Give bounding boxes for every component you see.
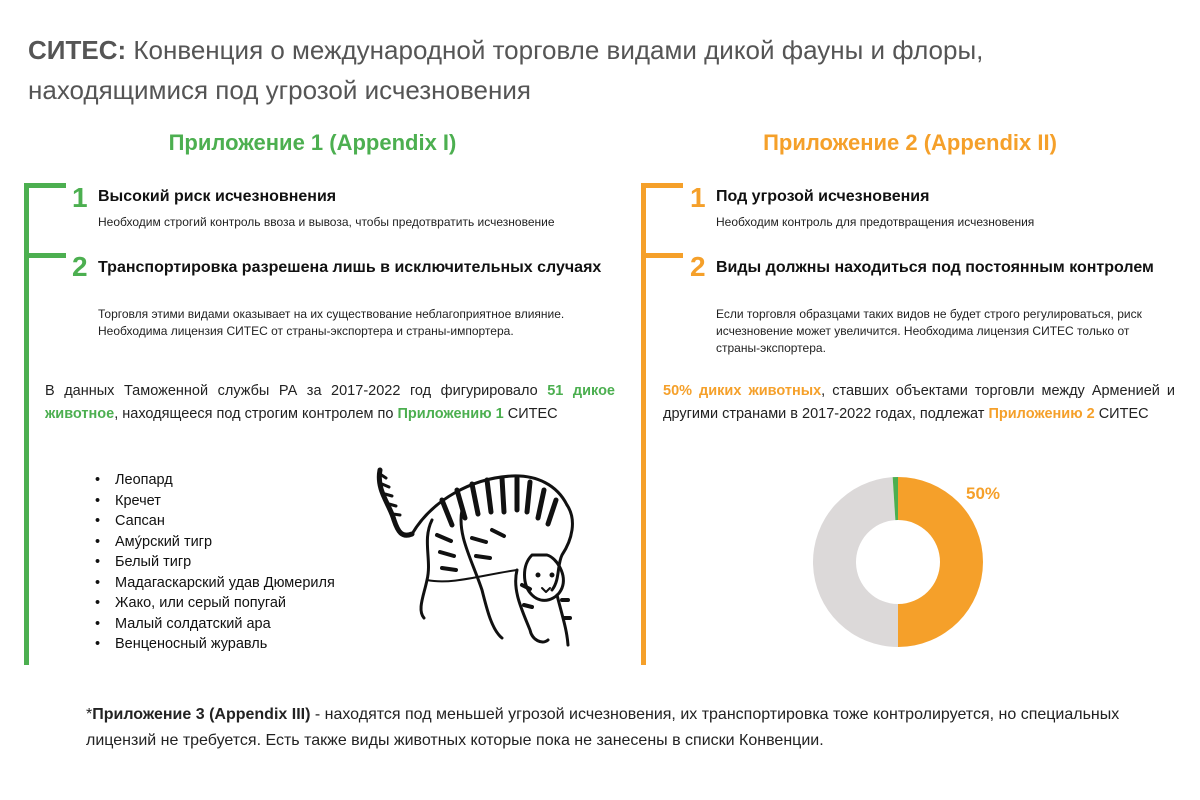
appendix2-item2-desc: Если торговля образцами таких видов не будет строго регулироваться, риск исчезновение может увеличится. Необходима лицензия СИТЕС только от страны-экспортера. bbox=[716, 307, 1142, 355]
species-item: • Жако, или серый попугай bbox=[95, 593, 335, 614]
para2-text-b: СИТЕС bbox=[1094, 406, 1149, 422]
species-item: • Венценосный журавль bbox=[95, 634, 335, 655]
appendix2-item1-desc: Необходим контроль для предотвращения исчезновения bbox=[716, 215, 1035, 229]
appendix1-item1-desc: Необходим строгий контроль ввоза и вывоза, чтобы предотвратить исчезновение bbox=[98, 215, 555, 229]
title-acronym: СИТЕС: bbox=[28, 35, 127, 65]
species-item: • Аму́рский тигр bbox=[95, 532, 335, 553]
appendix3-footnote bbox=[86, 702, 1166, 754]
appendix1-item1-connector bbox=[24, 183, 66, 188]
para1-text-b: , находящееся под строгим контролем по bbox=[114, 406, 398, 422]
appendix1-item2-connector bbox=[24, 253, 66, 258]
appendix1-item2-desc: Торговля этими видами оказывает на их существование неблагоприятное влияние. Необходима лицензия СИТЕС от страны-экспортера и страны-импортера. bbox=[98, 307, 565, 338]
appendix2-stats-paragraph bbox=[663, 380, 1175, 426]
appendix1-item1-title: Высокий риск исчезновнения bbox=[98, 188, 337, 205]
para2-highlight-appendix: Приложению 2 bbox=[988, 406, 1095, 422]
appendix1-item2-title: Транспортировка разрешена лишь в исключительных случаях bbox=[98, 259, 602, 276]
appendix2-item2-number: 2 bbox=[690, 251, 706, 282]
donut-slice-1 bbox=[813, 477, 898, 647]
appendix2-item1-connector bbox=[641, 183, 683, 188]
appendix1-item1-number: 1 bbox=[72, 182, 88, 213]
para1-text-c: СИТЕС bbox=[503, 406, 558, 422]
tiger-illustration bbox=[372, 460, 602, 660]
appendix1-item2-number: 2 bbox=[72, 251, 88, 282]
para1-highlight-count: 51 дикое животное bbox=[45, 383, 616, 422]
donut-data-label-50: 50% bbox=[966, 484, 1001, 503]
page-title bbox=[28, 30, 1168, 110]
para2-highlight-percent: 50% диких животных bbox=[663, 383, 822, 399]
para1-highlight-appendix: Приложению 1 bbox=[397, 406, 504, 422]
appendix2-item2-connector bbox=[641, 253, 683, 258]
footnote-text: - находятся под меньшей угрозой исчезновения, их транспортировка тоже контролируется, но специальных лицензий не требуется. Есть также виды животных которые пока не занесены в списки Конвенции. bbox=[86, 706, 1120, 749]
title-text: Конвенция о международной торговле видами дикой фауны и флоры, находящимися под угрозой исчезновения bbox=[28, 35, 984, 105]
species-item: • Сапсан bbox=[95, 511, 335, 532]
appendix1-stats-paragraph bbox=[45, 380, 615, 426]
para1-text-a: В данных Таможенной службы РА за 2017-2022 год фигурировало bbox=[45, 383, 548, 399]
species-item: • Малый солдатский ара bbox=[95, 614, 335, 635]
species-item: • Леопард bbox=[95, 470, 335, 491]
species-item: • Белый тигр bbox=[95, 552, 335, 573]
appendix2-item2-title: Виды должны находиться под постоянным контролем bbox=[716, 259, 1154, 276]
footnote-appendix3: Приложение 3 (Appendix III) bbox=[92, 706, 311, 723]
appendix2-item1-number: 1 bbox=[690, 182, 706, 213]
species-item: • Кречет bbox=[95, 491, 335, 512]
species-item: • Мадагаскарский удав Дюмериля bbox=[95, 573, 335, 594]
appendix1-heading: Приложение 1 (Appendix I) bbox=[168, 130, 457, 155]
footnote-star: * bbox=[86, 706, 93, 723]
species-list bbox=[95, 470, 335, 655]
para2-text-a: , ставших объектами торговли между Арменией и другими странами в 2017-2022 годах, подлежат bbox=[663, 383, 1175, 422]
appendix2-heading: Приложение 2 (Appendix II) bbox=[763, 130, 1057, 155]
appendix2-item1-title: Под угрозой исчезновения bbox=[716, 188, 930, 205]
